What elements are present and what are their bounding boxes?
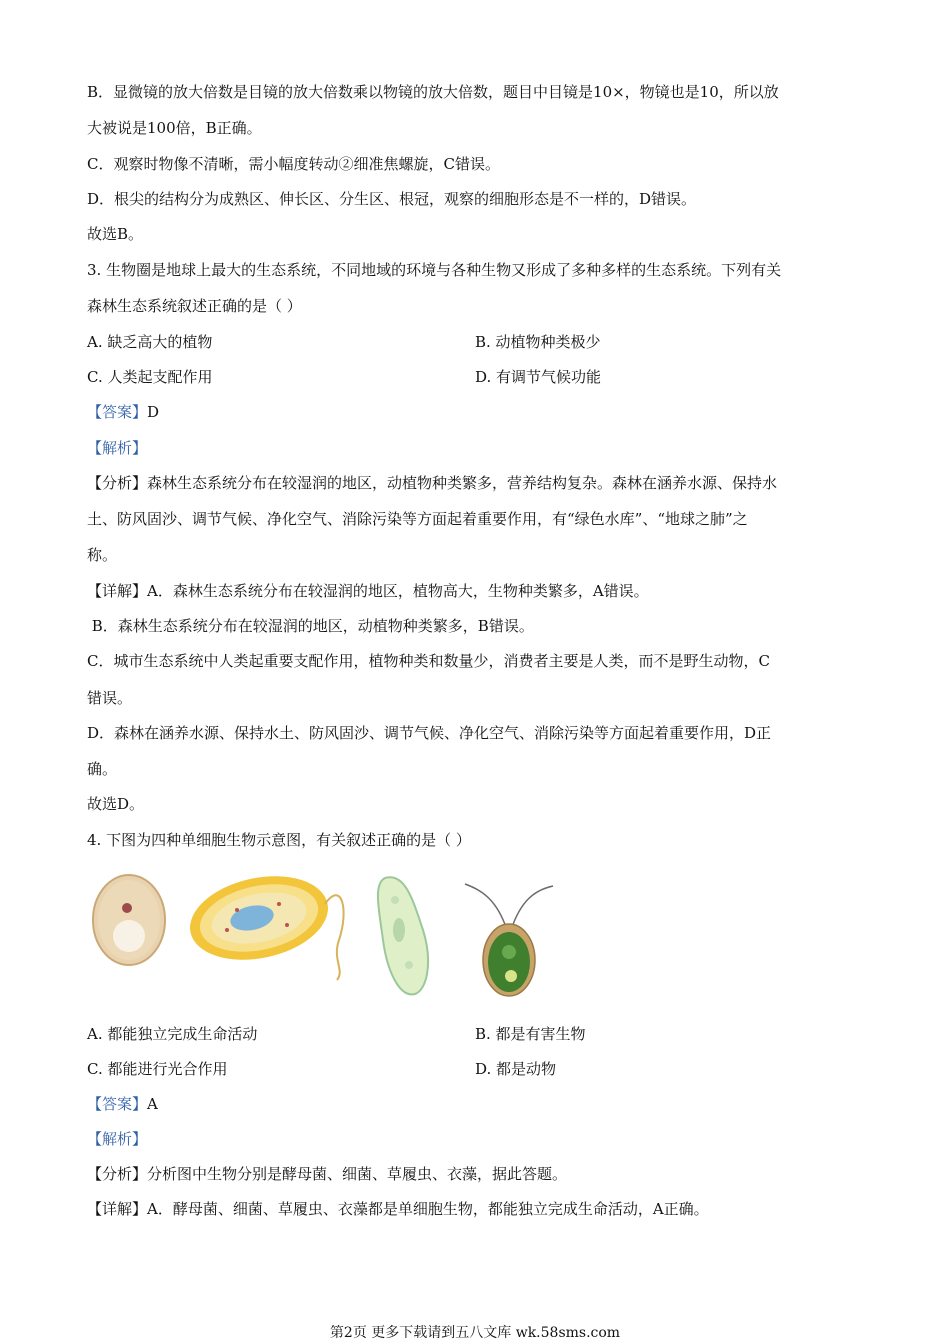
q3-detail-line: C．城市生态系统中人类起重要支配作用，植物种类和数量少，消费者主要是人类，而不是野生动物，C: [87, 652, 770, 670]
answer-value: D: [147, 403, 160, 421]
q4-option-b: B. 都是有害生物: [475, 1025, 586, 1043]
q4-fenxi: [87, 1164, 567, 1184]
text-line: 大被说是100倍，B正确。: [87, 119, 262, 137]
paramecium-illustration: [378, 877, 428, 994]
q4-answer: [87, 1094, 158, 1114]
q3-fenxi-line: 土、防风固沙、调节气候、净化空气、消除污染等方面起着重要作用，有“绿色水库”、“地球之肺”之: [87, 510, 748, 528]
q3-analysis-heading: [87, 438, 147, 458]
yeast-illustration: [93, 875, 165, 965]
q4-option-a: A. 都能独立完成生命活动: [87, 1025, 258, 1043]
fenxi-tag: 【分析】: [87, 474, 148, 492]
unicellular-organisms-figure: [87, 870, 567, 1005]
q3-xiangjie: [87, 581, 649, 601]
text-line: C．观察时物像不清晰，需小幅度转动②细准焦螺旋，C错误。: [87, 155, 500, 173]
q4-xiangjie: [87, 1199, 709, 1219]
question-3-stem: 森林生态系统叙述正确的是（ ）: [87, 297, 302, 315]
q3-fenxi-line: 称。: [87, 546, 118, 564]
page-footer: 第2页 更多下载请到五八文库 wk.58sms.com: [329, 1325, 621, 1341]
q3-detail-line: 确。: [87, 760, 118, 778]
analysis-tag: 【解析】: [87, 439, 148, 457]
q3-option-c: C. 人类起支配作用: [87, 368, 213, 386]
fenxi-tag: 【分析】: [87, 1165, 148, 1183]
q3-detail-line: D．森林在涵养水源、保持水土、防风固沙、调节气候、净化空气、消除污染等方面起着重要作用，D正: [87, 724, 772, 742]
q3-detail-line: B．森林生态系统分布在较湿润的地区，动植物种类繁多，B错误。: [87, 617, 534, 635]
text-line: 故选B。: [87, 225, 144, 243]
q3-answer: [87, 402, 159, 422]
xiangjie-tag: 【详解】: [87, 582, 148, 600]
q4-analysis-heading: [87, 1129, 147, 1149]
q3-option-a: A. 缺乏高大的植物: [87, 333, 213, 351]
answer-tag: 【答案】: [87, 1095, 148, 1113]
xiangjie-text: A．森林生态系统分布在较湿润的地区，植物高大，生物种类繁多，A错误。: [147, 582, 649, 600]
text-line: D．根尖的结构分为成熟区、伸长区、分生区、根冠，观察的细胞形态是不一样的，D错误。: [87, 190, 697, 208]
fenxi-text: 森林生态系统分布在较湿润的地区，动植物种类繁多，营养结构复杂。森林在涵养水源、保持水: [147, 474, 778, 492]
q4-option-d: D. 都是动物: [475, 1060, 557, 1078]
question-3-stem: 3. 生物圈是地球上最大的生态系统，不同地域的环境与各种生物又形成了多种多样的生态系统。下列有关: [87, 261, 782, 279]
q3-detail-line: 错误。: [87, 689, 133, 707]
answer-tag: 【答案】: [87, 403, 148, 421]
chlamydomonas-illustration: [465, 884, 553, 996]
question-4-stem: 4. 下图为四种单细胞生物示意图，有关叙述正确的是（ ）: [87, 831, 471, 849]
bacterium-illustration: [182, 870, 343, 980]
xiangjie-text: A．酵母菌、细菌、草履虫、衣藻都是单细胞生物，都能独立完成生命活动，A正确。: [147, 1200, 709, 1218]
fenxi-text: 分析图中生物分别是酵母菌、细菌、草履虫、衣藻，据此答题。: [147, 1165, 568, 1183]
xiangjie-tag: 【详解】: [87, 1200, 148, 1218]
answer-value: A: [147, 1095, 158, 1113]
q3-fenxi: [87, 473, 777, 493]
analysis-tag: 【解析】: [87, 1130, 148, 1148]
q4-option-c: C. 都能进行光合作用: [87, 1060, 228, 1078]
q3-detail-line: 故选D。: [87, 795, 145, 813]
q3-option-b: B. 动植物种类极少: [475, 333, 601, 351]
q3-option-d: D. 有调节气候功能: [475, 368, 602, 386]
text-line: B．显微镜的放大倍数是目镜的放大倍数乘以物镜的放大倍数，题目中目镜是10×，物镜也是10，所以放: [87, 83, 779, 101]
